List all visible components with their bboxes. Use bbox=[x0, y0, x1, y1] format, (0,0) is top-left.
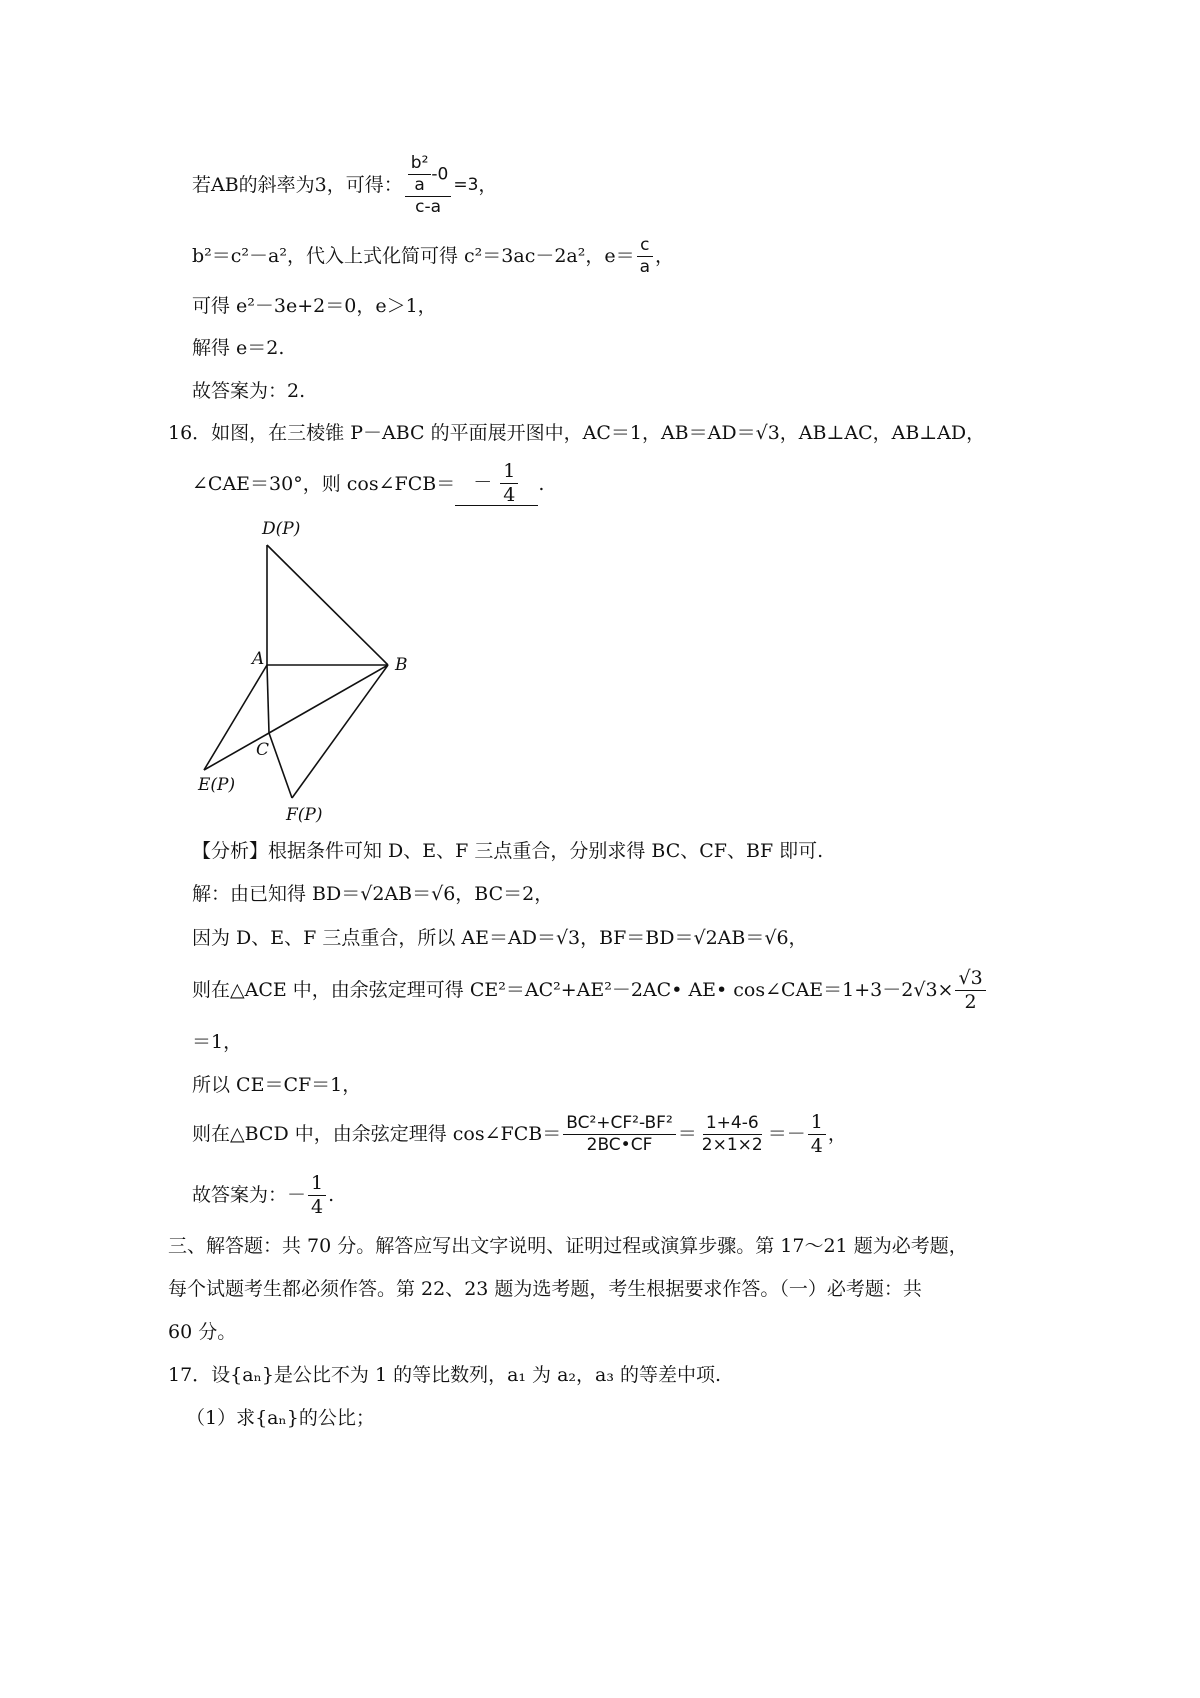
section3-line-2: 每个试题考生都必须作答。第 22、23 题为选考题，考生根据要求作答。（一）必考题：共 bbox=[168, 1278, 922, 1300]
answer-blank: － $\frac{1}{4}$ bbox=[455, 462, 538, 506]
label-D: D(P) bbox=[262, 519, 301, 539]
edge-AC bbox=[267, 665, 269, 733]
edge-CB bbox=[269, 665, 388, 733]
prev-line-3: 可得 e²－3e+2＝0，e＞1， bbox=[192, 295, 437, 317]
label-E: E(P) bbox=[198, 775, 236, 795]
edge-FB bbox=[292, 665, 388, 798]
label-B: B bbox=[395, 655, 408, 675]
q16-analysis: 【分析】根据条件可知 D、E、F 三点重合，分别求得 BC、CF、BF 即可. bbox=[192, 840, 824, 862]
q17-line-1: 17．设{aₙ}是公比不为 1 的等比数列，a₁ 为 a₂，a₃ 的等差中项. bbox=[168, 1364, 722, 1386]
unfolded-tetrahedron-figure bbox=[180, 508, 440, 828]
section3-line-3: 60 分。 bbox=[168, 1321, 237, 1343]
edge-CF bbox=[269, 733, 292, 798]
q16-solution-7: 故答案为：－ $\frac{1}{4}$ . bbox=[192, 1171, 335, 1218]
prev-line-2: b²＝c²－a²，代入上式化简可得 c²＝3ac－2a²，e＝ $\frac{c}{a}$ ， bbox=[192, 234, 675, 277]
prev-line-1: 若AB的斜率为3，可得： $\frac{\text{b²}}{a}$ -0 c-a =3 ， bbox=[192, 152, 498, 217]
e-fraction: $\frac{c}{a}$ bbox=[637, 237, 653, 276]
q16-solution-2: 因为 D、E、F 三点重合，所以 AE＝AD＝√3，BF＝BD＝√2AB＝√6， bbox=[192, 927, 808, 949]
prev-line-5: 故答案为：2. bbox=[192, 380, 306, 402]
q16-line-2: ∠CAE＝30°，则 cos∠FCB＝ － $\frac{1}{4}$ . bbox=[192, 460, 545, 506]
prev-line-1-text: 若AB的斜率为3，可得： bbox=[192, 173, 403, 196]
section3-line-1: 三、解答题：共 70 分。解答应写出文字说明、证明过程或演算步骤。第 17～21 题为必考题， bbox=[168, 1235, 968, 1257]
q17-part-1: （1）求{aₙ}的公比； bbox=[186, 1407, 375, 1429]
cosine-law-fraction: $\frac{\text{BC²+CF²-BF²}}{2BC•CF}$ bbox=[563, 1115, 676, 1154]
numeric-fraction: $\frac{1+4-6}{2\times 1\times 2}$ bbox=[701, 1112, 763, 1155]
label-A: A bbox=[252, 649, 265, 669]
edge-DB bbox=[267, 545, 388, 665]
q16-solution-4: ＝1， bbox=[192, 1031, 243, 1053]
q16-solution-6: 则在△BCD 中，由余弦定理得 cos∠FCB＝ $\frac{\text{BC²+CF²-BF²}}{2BC•CF}$ ＝ $\frac{1+4-6}{2\times 1\times 2}$ ＝－ $\frac{1}{4}$ ， bbox=[192, 1110, 847, 1157]
q16-solution-5: 所以 CE＝CF＝1， bbox=[192, 1074, 362, 1096]
q16-solution-3: 则在△ACE 中，由余弦定理可得 CE²＝AC²+AE²－2AC• AE• cos∠CAE＝1+3－2√3× $\frac{√3}{2}$ bbox=[192, 962, 988, 1018]
label-F: F(P) bbox=[286, 805, 323, 825]
label-C: C bbox=[256, 740, 270, 760]
q16-solution-1: 解：由已知得 BD＝√2AB＝√6，BC＝2， bbox=[192, 883, 554, 905]
q16-line-1: 16．如图，在三棱锥 P－ABC 的平面展开图中，AC＝1，AB＝AD＝√3，AB⊥AC，AB⊥AD， bbox=[168, 422, 986, 444]
slope-fraction: $\frac{\text{b²}}{a}$ -0 c-a bbox=[405, 155, 452, 216]
prev-line-4: 解得 e＝2. bbox=[192, 337, 285, 359]
